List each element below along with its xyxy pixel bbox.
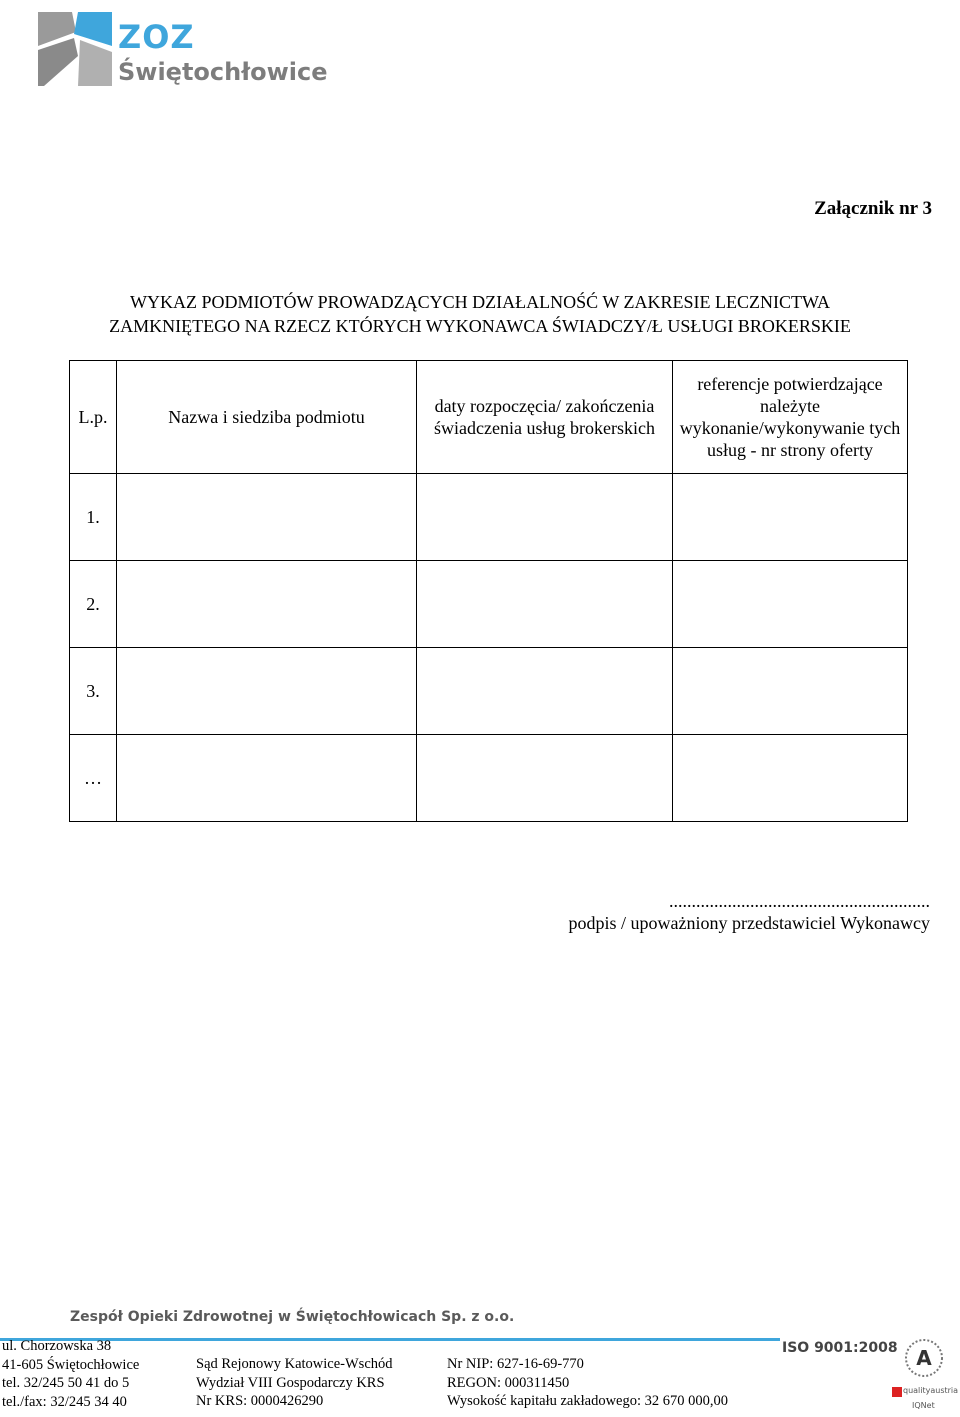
iso-label: ISO 9001:2008 xyxy=(782,1340,898,1356)
entity-table xyxy=(69,360,908,822)
footer-company: Zespół Opieki Zdrowotnej w Świętochłowicach Sp. z o.o. xyxy=(70,1309,515,1325)
table-row xyxy=(70,648,908,735)
logo-mark-icon xyxy=(38,12,114,88)
court-line: Sąd Rejonowy Katowice-Wschód xyxy=(196,1356,393,1372)
tax-line: REGON: 000311450 xyxy=(447,1374,570,1391)
table-row xyxy=(70,474,908,561)
address-line: 41-605 Świętochłowice xyxy=(2,1356,140,1373)
table-row xyxy=(70,735,908,822)
row-references xyxy=(673,648,908,735)
address-line: ul. Chorzowska 38 xyxy=(2,1338,112,1354)
row-lp: 3. xyxy=(70,648,117,735)
row-lp: 2. xyxy=(70,561,117,648)
header-lp: L.p. xyxy=(70,361,117,474)
row-references xyxy=(673,561,908,648)
header-references: referencje potwierdzające należyte wykonanie/wykonywanie tych usług - nr strony oferty xyxy=(673,361,908,474)
court-line: Wydział VIII Gospodarczy KRS xyxy=(196,1374,385,1391)
address-line: tel. 32/245 50 41 do 5 xyxy=(2,1375,130,1391)
row-dates xyxy=(417,735,673,822)
row-name xyxy=(117,648,417,735)
row-name xyxy=(117,561,417,648)
cert-seal-icon xyxy=(904,1338,944,1378)
company-logo xyxy=(38,12,328,88)
cert-net: IQNet xyxy=(912,1401,935,1410)
row-dates xyxy=(417,474,673,561)
tax-line: Wysokość kapitału zakładowego: 32 670 000,00 xyxy=(447,1393,729,1409)
title-line-1: WYKAZ PODMIOTÓW PROWADZĄCYCH DZIAŁALNOŚĆ W ZAKRESIE LECZNICTWA xyxy=(130,292,830,312)
court-line: Nr KRS: 0000426290 xyxy=(196,1393,324,1409)
signature-caption: podpis / upoważniony przedstawiciel Wykonawcy xyxy=(568,913,930,933)
cert-name: qualityaustria xyxy=(903,1386,959,1395)
row-references xyxy=(673,735,908,822)
footer-tax xyxy=(447,1355,728,1411)
address-line: tel./fax: 32/245 34 40 xyxy=(2,1393,127,1410)
table-header-row xyxy=(70,361,908,474)
row-name xyxy=(117,474,417,561)
footer-address xyxy=(2,1337,139,1411)
certification-seal xyxy=(890,1338,958,1414)
signature-dots: .......................................................... xyxy=(669,891,930,911)
logo-secondary-text: Świętochłowice xyxy=(118,58,328,86)
annex-label: Załącznik nr 3 xyxy=(814,198,932,219)
svg-text:A: A xyxy=(916,1346,932,1370)
row-name xyxy=(117,735,417,822)
document-title xyxy=(40,290,920,338)
row-references xyxy=(673,474,908,561)
footer-court xyxy=(196,1355,393,1411)
row-dates xyxy=(417,648,673,735)
signature-block xyxy=(569,890,931,934)
header-name: Nazwa i siedziba podmiotu xyxy=(117,361,417,474)
header-dates: daty rozpoczęcia/ zakończenia świadczenia usług brokerskich xyxy=(417,361,673,474)
row-lp: … xyxy=(70,735,117,822)
tax-line: Nr NIP: 627-16-69-770 xyxy=(447,1356,584,1372)
row-dates xyxy=(417,561,673,648)
table-row xyxy=(70,561,908,648)
cert-q-icon xyxy=(892,1387,902,1397)
row-lp: 1. xyxy=(70,474,117,561)
title-line-2: ZAMKNIĘTEGO NA RZECZ KTÓRYCH WYKONAWCA ŚWIADCZY/Ł USŁUGI BROKERSKIE xyxy=(109,316,851,336)
logo-primary-text: ZOZ xyxy=(118,18,195,56)
